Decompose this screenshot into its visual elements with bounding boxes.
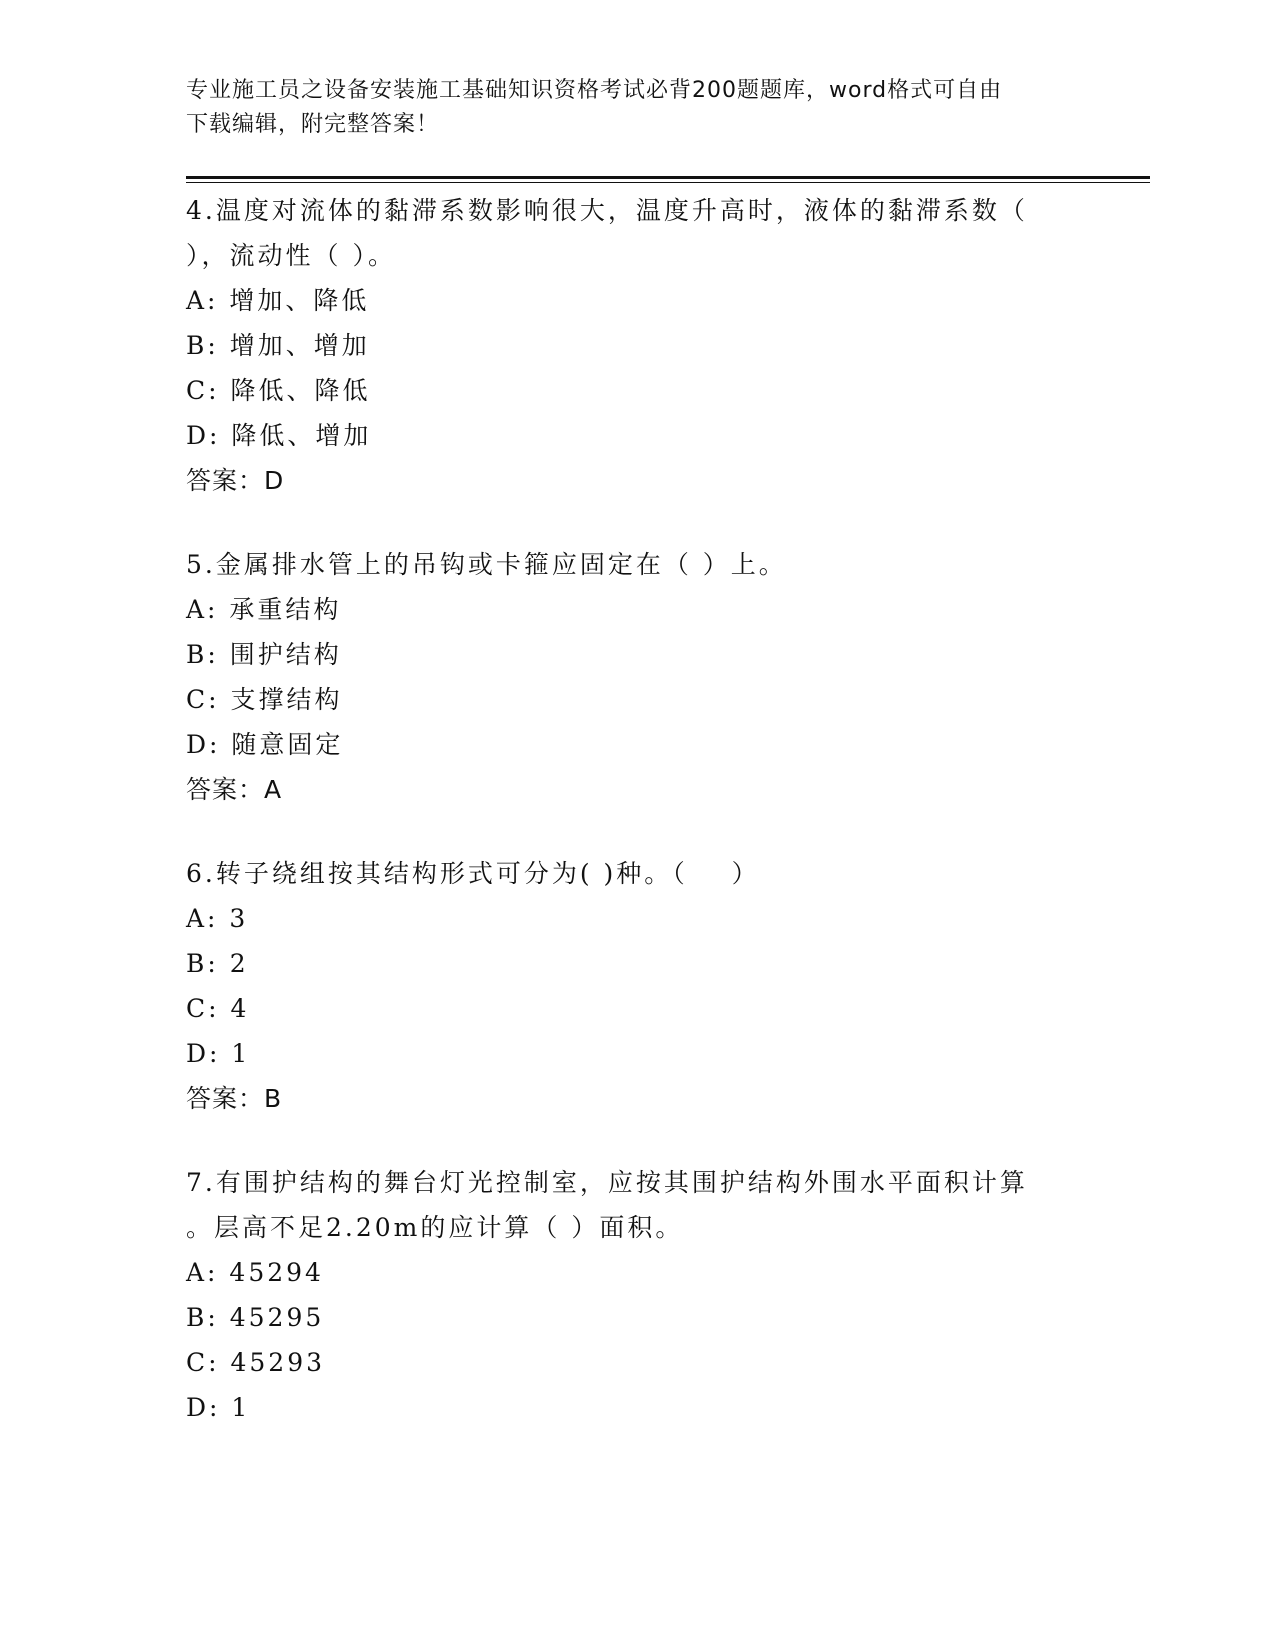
option-a: A: 承重结构 — [186, 595, 342, 624]
option-d: D: 降低、增加 — [186, 421, 372, 450]
question-4 — [186, 188, 1086, 503]
question-7 — [186, 1160, 1086, 1430]
option-c: C: 45293 — [186, 1348, 326, 1377]
option-d: D: 1 — [186, 1393, 251, 1422]
question-stem-line-2: 。层高不足2.20m的应计算（ ）面积。 — [186, 1213, 684, 1242]
option-a: A: 45294 — [186, 1258, 324, 1287]
header-divider-thin — [186, 182, 1150, 183]
option-b: B: 45295 — [186, 1303, 325, 1332]
answer: 答案：D — [186, 466, 285, 495]
answer: 答案：A — [186, 775, 283, 804]
question-stem-line-1: 7.有围护结构的舞台灯光控制室，应按其围护结构外围水平面积计算 — [186, 1168, 1028, 1197]
option-c: C: 4 — [186, 994, 250, 1023]
option-a: A: 增加、降低 — [186, 286, 370, 315]
option-c: C: 降低、降低 — [186, 376, 371, 405]
question-stem-line-1: 4.温度对流体的黏滞系数影响很大，温度升高时，液体的黏滞系数（ — [186, 196, 1028, 225]
option-b: B: 2 — [186, 949, 249, 978]
header-divider-thick — [186, 176, 1150, 179]
option-b: B: 围护结构 — [186, 640, 342, 669]
question-stem-line-2: ），流动性（ ）。 — [186, 241, 396, 270]
option-a: A: 3 — [186, 904, 249, 933]
question-6 — [186, 851, 1086, 1121]
option-c: C: 支撑结构 — [186, 685, 343, 714]
question-list — [186, 188, 1086, 1469]
document-header — [186, 74, 1086, 142]
option-b: B: 增加、增加 — [186, 331, 370, 360]
answer: 答案：B — [186, 1084, 283, 1113]
question-5 — [186, 542, 1086, 812]
question-stem-line-1: 5.金属排水管上的吊钩或卡箍应固定在（ ）上。 — [186, 550, 787, 579]
header-line-2: 下载编辑，附完整答案！ — [186, 112, 440, 137]
header-line-1: 专业施工员之设备安装施工基础知识资格考试必背200题题库，word格式可自由 — [186, 78, 1003, 103]
question-stem-line-1: 6.转子绕组按其结构形式可分为( )种。（ ） — [186, 859, 760, 888]
option-d: D: 1 — [186, 1039, 251, 1068]
option-d: D: 随意固定 — [186, 730, 344, 759]
